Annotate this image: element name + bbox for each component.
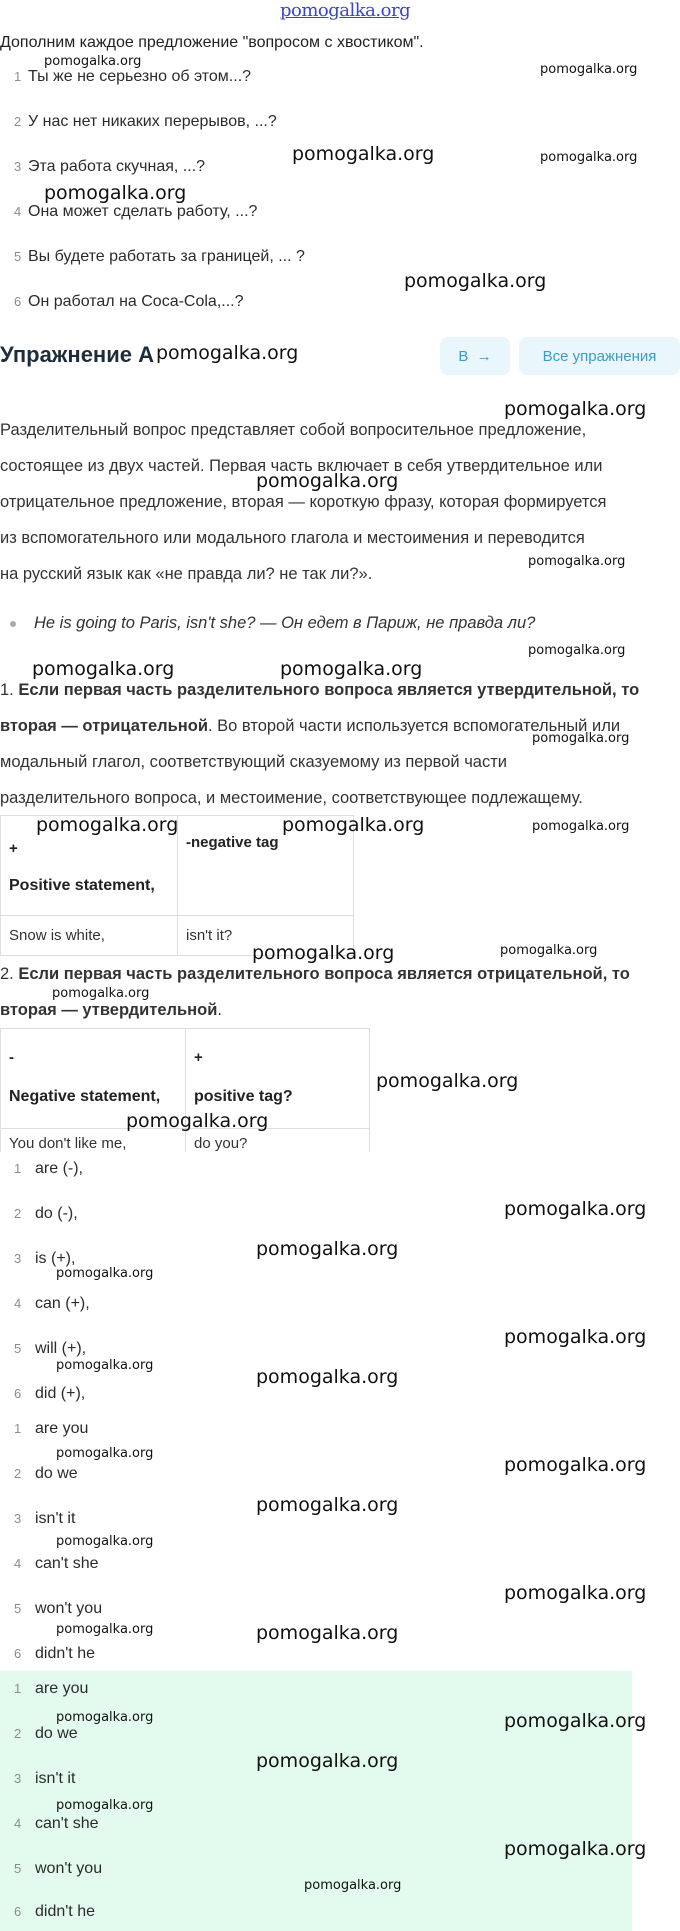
answer-text: can't she: [35, 1555, 99, 1572]
answer-item: [0, 1465, 78, 1483]
watermark: pomogalka.org: [256, 1238, 399, 1260]
watermark: pomogalka.org: [528, 643, 626, 658]
answer-text: isn't it: [35, 1510, 76, 1527]
answer-text: didn't he: [35, 1645, 95, 1662]
item-number: 1: [14, 1161, 22, 1176]
answer-item: [0, 1510, 75, 1528]
bullet-icon: [10, 621, 16, 627]
site-logo[interactable]: pomogalka.org: [280, 0, 411, 21]
rule-bold-text: вторая — утвердительной: [0, 1001, 218, 1019]
item-number: 6: [14, 1646, 22, 1661]
item-number: 3: [14, 1511, 22, 1526]
item-number: 6: [14, 294, 22, 309]
table-header-sign: -: [9, 1049, 14, 1066]
item-number: 2: [14, 1726, 22, 1741]
answer-item: [0, 1860, 102, 1878]
paragraph-line: состоящее из двух частей. Первая часть включает в себя утвердительное или: [0, 457, 603, 475]
item-text: Вы будете работать за границей, ... ?: [28, 248, 305, 265]
all-exercises-button[interactable]: Все упражнения: [519, 337, 680, 375]
answer-item: [0, 1903, 95, 1921]
item-number: 4: [14, 1296, 22, 1311]
answer-text: is (+),: [35, 1250, 76, 1267]
watermark: pomogalka.org: [56, 1710, 154, 1725]
item-number: 2: [14, 1466, 22, 1481]
item-number: 4: [14, 204, 22, 219]
watermark: pomogalka.org: [256, 470, 399, 492]
rule-bold-text: Если первая часть разделительного вопроса является утвердительной, то: [18, 681, 640, 699]
answer-text: do (-),: [35, 1205, 78, 1222]
watermark: pomogalka.org: [504, 1582, 647, 1604]
item-number: 3: [14, 1251, 22, 1266]
watermark: pomogalka.org: [540, 150, 638, 165]
watermark: pomogalka.org: [44, 182, 187, 204]
table-header-sign: +: [194, 1049, 203, 1066]
paragraph-line: отрицательное предложение, вторая — короткую фразу, которая формируется: [0, 493, 607, 511]
watermark: pomogalka.org: [500, 943, 598, 958]
watermark: pomogalka.org: [256, 1366, 399, 1388]
watermark: pomogalka.org: [504, 1838, 647, 1860]
watermark: pomogalka.org: [540, 62, 638, 77]
answer-text: didn't he: [35, 1903, 95, 1920]
answer-item: [0, 1385, 85, 1403]
watermark: pomogalka.org: [252, 942, 395, 964]
table-header-label: positive tag?: [194, 1088, 293, 1105]
answer-text: won't you: [35, 1600, 103, 1617]
watermark: pomogalka.org: [156, 342, 299, 364]
watermark: pomogalka.org: [404, 270, 547, 292]
example-table-negative-wrap: [0, 1028, 372, 1152]
watermark: pomogalka.org: [56, 1798, 154, 1813]
table-cell: isn't it?: [178, 916, 354, 956]
answer-text: can (+),: [35, 1295, 90, 1312]
arrow-right-icon: →: [476, 347, 492, 365]
item-number: 2: [14, 114, 22, 129]
watermark: pomogalka.org: [504, 1710, 647, 1732]
answer-text: do we: [35, 1465, 78, 1482]
rule-number: 2.: [0, 965, 14, 983]
answer-text: won't you: [35, 1860, 103, 1877]
item-number: 1: [14, 69, 22, 84]
item-number: 5: [14, 1341, 22, 1356]
table-header-sign: +: [9, 840, 18, 857]
item-text: У нас нет никаких перерывов, ...?: [28, 113, 277, 130]
watermark: pomogalka.org: [36, 814, 179, 836]
answer-item: [0, 1340, 86, 1358]
table-header-label: Negative statement,: [9, 1088, 161, 1105]
answer-item: [0, 1645, 95, 1663]
rule-bold-text: вторая — отрицательной: [0, 717, 208, 735]
item-number: 1: [14, 1681, 22, 1696]
rule-bold-text: Если первая часть разделительного вопроса является отрицательной, то: [18, 965, 630, 983]
answer-item: [0, 1725, 78, 1743]
watermark: pomogalka.org: [256, 1622, 399, 1644]
exercise-instruction: Дополним каждое предложение "вопросом с хвостиком".: [0, 34, 424, 51]
watermark: pomogalka.org: [126, 1110, 269, 1132]
answer-text: isn't it: [35, 1770, 76, 1787]
paragraph-line: из вспомогательного или модального глагола и местоимения и переводится: [0, 529, 585, 547]
watermark: pomogalka.org: [292, 143, 435, 165]
rule-text: .: [217, 1001, 222, 1019]
example-text: He is going to Paris, isn't she? — Он едет в Париж, не правда ли?: [34, 614, 536, 632]
table-cell: do you?: [186, 1129, 370, 1153]
next-exercise-label: B: [458, 347, 469, 365]
table-header-label: -negative tag: [186, 834, 279, 851]
list-item: [0, 68, 251, 86]
answer-item: [0, 1420, 88, 1438]
item-number: 6: [14, 1904, 22, 1919]
watermark: pomogalka.org: [376, 1070, 519, 1092]
watermark: pomogalka.org: [56, 1534, 154, 1549]
next-exercise-button[interactable]: [440, 337, 510, 375]
example-bullet: [10, 614, 535, 633]
item-number: 5: [14, 1601, 22, 1616]
list-item: [0, 248, 305, 266]
watermark: pomogalka.org: [52, 986, 150, 1001]
answer-item: [0, 1205, 78, 1223]
paragraph-line: на русский язык как «не правда ли? не так ли?».: [0, 565, 373, 583]
watermark: pomogalka.org: [528, 554, 626, 569]
rule-text: разделительного вопроса, и местоимение, соответствующее подлежащему.: [0, 789, 583, 807]
watermark: pomogalka.org: [504, 398, 647, 420]
answer-text: are you: [35, 1680, 89, 1697]
table-header-label: Positive statement,: [9, 877, 155, 894]
example-table-negative: [0, 1028, 370, 1152]
watermark: pomogalka.org: [56, 1266, 154, 1281]
item-number: 4: [14, 1816, 22, 1831]
answer-item: [0, 1295, 90, 1313]
item-number: 2: [14, 1206, 22, 1221]
answer-text: did (+),: [35, 1385, 86, 1402]
watermark: pomogalka.org: [32, 658, 175, 680]
table-cell: Snow is white,: [1, 916, 178, 956]
paragraph-line: Разделительный вопрос представляет собой вопросительное предложение,: [0, 421, 587, 439]
answer-item: [0, 1600, 102, 1618]
watermark: pomogalka.org: [280, 658, 423, 680]
rule-text: модальный глагол, соответствующий сказуемому из первой части: [0, 753, 508, 771]
table-cell: You don't like me,: [1, 1129, 186, 1153]
item-number: 3: [14, 159, 22, 174]
answer-text: can't she: [35, 1815, 99, 1832]
answer-item: [0, 1815, 99, 1833]
list-item: [0, 293, 244, 311]
list-item: [0, 203, 257, 221]
watermark: pomogalka.org: [256, 1750, 399, 1772]
answer-item: [0, 1555, 99, 1573]
watermark: pomogalka.org: [504, 1198, 647, 1220]
item-text: Она может сделать работу, ...?: [28, 203, 258, 220]
watermark: pomogalka.org: [304, 1878, 402, 1893]
list-item: [0, 158, 205, 176]
example-table-positive: [0, 815, 354, 956]
answer-text: are you: [35, 1420, 89, 1437]
item-number: 5: [14, 249, 22, 264]
watermark: pomogalka.org: [56, 1446, 154, 1461]
section-heading: Упражнение A: [0, 342, 154, 367]
watermark: pomogalka.org: [44, 54, 142, 69]
answer-text: will (+),: [35, 1340, 87, 1357]
answer-item: [0, 1680, 88, 1698]
watermark: pomogalka.org: [532, 731, 630, 746]
item-text: Ты же не серьезно об этом...?: [28, 68, 252, 85]
rule-number: 1.: [0, 681, 14, 699]
rule-text: . Во второй части используется вспомогательный или: [207, 717, 621, 735]
answer-text: do we: [35, 1725, 78, 1742]
item-number: 5: [14, 1861, 22, 1876]
item-number: 4: [14, 1556, 22, 1571]
item-number: 1: [14, 1421, 22, 1436]
item-text: Он работал на Coca-Cola,...?: [28, 293, 244, 310]
answer-text: are (-),: [35, 1160, 83, 1177]
watermark: pomogalka.org: [504, 1326, 647, 1348]
watermark: pomogalka.org: [56, 1622, 154, 1637]
watermark: pomogalka.org: [256, 1494, 399, 1516]
watermark: pomogalka.org: [56, 1358, 154, 1373]
answer-item: [0, 1770, 75, 1788]
watermark: pomogalka.org: [532, 819, 630, 834]
watermark: pomogalka.org: [282, 814, 425, 836]
answer-item: [0, 1160, 83, 1178]
item-text: Эта работа скучная, ...?: [28, 158, 206, 175]
item-number: 6: [14, 1386, 22, 1401]
list-item: [0, 113, 277, 131]
item-number: 3: [14, 1771, 22, 1786]
watermark: pomogalka.org: [504, 1454, 647, 1476]
